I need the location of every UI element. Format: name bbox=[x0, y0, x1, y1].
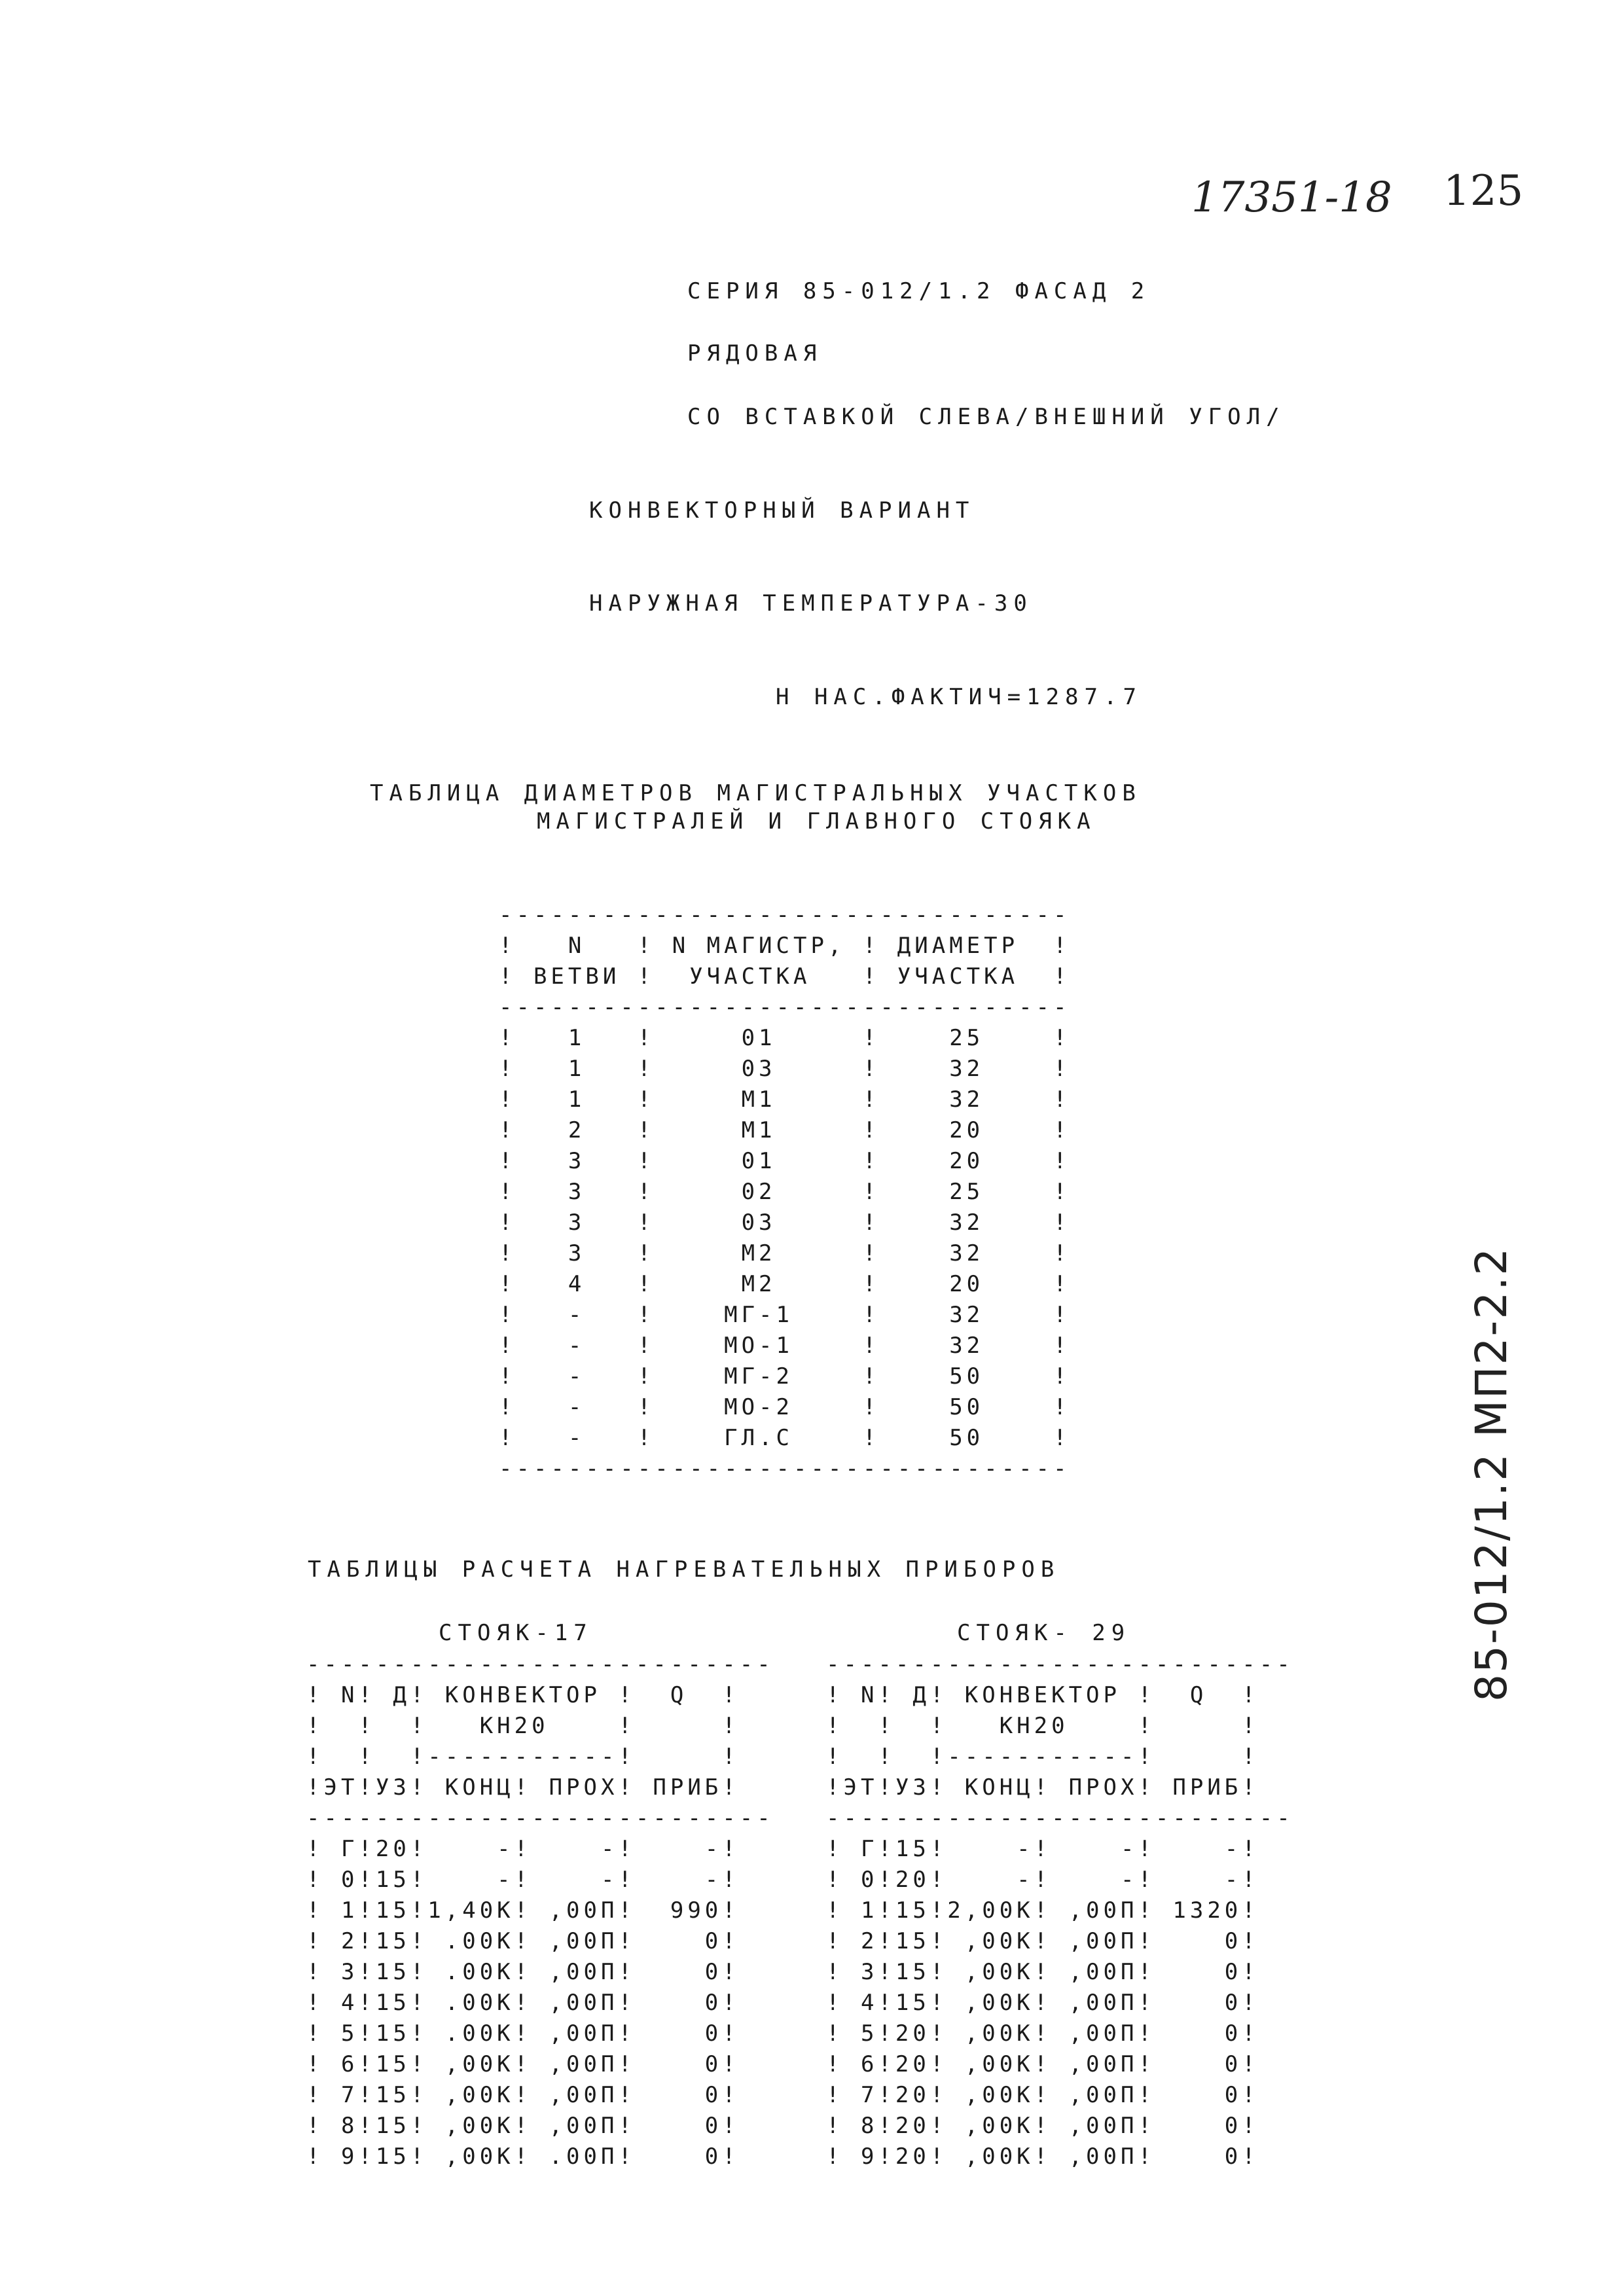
table1-row: ! 2 ! М1 ! 20 ! bbox=[499, 1117, 1071, 1143]
table1-row: ! 4 ! М2 ! 20 ! bbox=[499, 1271, 1071, 1297]
table1-row: ! - ! МО-2 ! 50 ! bbox=[499, 1394, 1071, 1420]
table-main-diameters bbox=[499, 900, 1071, 1484]
table1-header-row: ! N ! N МАГИСТР, ! ДИАМЕТР ! bbox=[499, 933, 1071, 959]
header-pressure: Н НАС.ФАКТИЧ=1287.7 bbox=[776, 684, 1142, 710]
riser-right-row: ! Г!15! -! -! -! bbox=[826, 1836, 1259, 1862]
riser-right-row: ! 9!20! ,00К! ,00П! 0! bbox=[826, 2144, 1259, 2170]
riser-right-row: ! 3!15! ,00К! ,00П! 0! bbox=[826, 1959, 1259, 1985]
table1-title-line2: МАГИСТРАЛЕЙ И ГЛАВНОГО СТОЯКА bbox=[537, 808, 1096, 834]
riser-left-row: ! 4!15! .00К! ,00П! 0! bbox=[306, 1990, 740, 2016]
table1-row: ! - ! МГ-2 ! 50 ! bbox=[499, 1363, 1071, 1390]
riser-right-title: СТОЯК- 29 bbox=[957, 1620, 1131, 1646]
table-riser-left bbox=[306, 1649, 774, 2172]
riser-left-row: ! 8!15! ,00К! ,00П! 0! bbox=[306, 2113, 740, 2139]
riser-left-row: ! 1!15!1,40К! ,00П! 990! bbox=[306, 1897, 740, 1924]
page-number: 125 bbox=[1443, 167, 1524, 215]
riser-right-header-row: ! N! Д! КОНВЕКТОР ! Q ! bbox=[826, 1682, 1259, 1708]
riser-right-row: ! 8!20! ,00К! ,00П! 0! bbox=[826, 2113, 1259, 2139]
riser-right-row: ! 2!15! ,00К! ,00П! 0! bbox=[826, 1928, 1259, 1954]
riser-left-row: ! 2!15! .00К! ,00П! 0! bbox=[306, 1928, 740, 1954]
table1-header-row: ! ВЕТВИ ! УЧАСТКА ! УЧАСТКА ! bbox=[499, 963, 1071, 990]
riser-left-rule: --------------------------- bbox=[306, 1651, 774, 1677]
side-code: 85-012/1.2 МП2-2.2 bbox=[1466, 1246, 1517, 1702]
table1-row: ! 1 ! М1 ! 32 ! bbox=[499, 1086, 1071, 1113]
riser-right-rule: --------------------------- bbox=[826, 1651, 1294, 1677]
riser-left-row: ! 9!15! ,00К! .00П! 0! bbox=[306, 2144, 740, 2170]
riser-left-row: ! 6!15! ,00К! ,00П! 0! bbox=[306, 2051, 740, 2077]
header-temperature: НАРУЖНАЯ ТЕМПЕРАТУРА-30 bbox=[589, 590, 1033, 617]
table1-rule: --------------------------------- bbox=[499, 994, 1071, 1020]
riser-left-header-row: !ЭТ!УЗ! КОНЦ! ПРОХ! ПРИБ! bbox=[306, 1774, 740, 1801]
riser-right-row: ! 6!20! ,00К! ,00П! 0! bbox=[826, 2051, 1259, 2077]
table1-row: ! 1 ! 03 ! 32 ! bbox=[499, 1056, 1071, 1082]
table1-title-line1: ТАБЛИЦА ДИАМЕТРОВ МАГИСТРАЛЬНЫХ УЧАСТКОВ bbox=[370, 780, 1142, 806]
riser-right-row: ! 1!15!2,00К! ,00П! 1320! bbox=[826, 1897, 1259, 1924]
table1-row: ! 3 ! 02 ! 25 ! bbox=[499, 1179, 1071, 1205]
table1-row: ! - ! ГЛ.С ! 50 ! bbox=[499, 1425, 1071, 1451]
table1-rule: --------------------------------- bbox=[499, 1456, 1071, 1482]
riser-right-header-row: ! ! !-----------! ! bbox=[826, 1744, 1259, 1770]
header-type: РЯДОВАЯ bbox=[687, 340, 823, 367]
riser-right-row: ! 5!20! ,00К! ,00П! 0! bbox=[826, 2020, 1259, 2047]
riser-left-header-row: ! N! Д! КОНВЕКТОР ! Q ! bbox=[306, 1682, 740, 1708]
riser-left-row: ! 3!15! .00К! ,00П! 0! bbox=[306, 1959, 740, 1985]
header-insert: СО ВСТАВКОЙ СЛЕВА/ВНЕШНИЙ УГОЛ/ bbox=[687, 404, 1286, 430]
riser-left-header-row: ! ! !-----------! ! bbox=[306, 1744, 740, 1770]
riser-left-header-row: ! ! ! КН20 ! ! bbox=[306, 1713, 740, 1739]
riser-right-rule: --------------------------- bbox=[826, 1805, 1294, 1831]
table1-row: ! 3 ! 03 ! 32 ! bbox=[499, 1210, 1071, 1236]
riser-right-header-row: ! ! ! КН20 ! ! bbox=[826, 1713, 1259, 1739]
table-riser-right bbox=[826, 1649, 1294, 2172]
heaters-section-title: ТАБЛИЦЫ РАСЧЕТА НАГРЕВАТЕЛЬНЫХ ПРИБОРОВ bbox=[308, 1556, 1060, 1583]
riser-left-row: ! 5!15! .00К! ,00П! 0! bbox=[306, 2020, 740, 2047]
riser-left-title: СТОЯК-17 bbox=[439, 1620, 593, 1646]
riser-left-row: ! 0!15! -! -! -! bbox=[306, 1867, 740, 1893]
header-variant: КОНВЕКТОРНЫЙ ВАРИАНТ bbox=[589, 497, 975, 524]
table1-row: ! - ! МГ-1 ! 32 ! bbox=[499, 1302, 1071, 1328]
riser-right-row: ! 7!20! ,00К! ,00П! 0! bbox=[826, 2082, 1259, 2108]
riser-right-header-row: !ЭТ!УЗ! КОНЦ! ПРОХ! ПРИБ! bbox=[826, 1774, 1259, 1801]
document-number: 17351-18 bbox=[1191, 173, 1392, 222]
riser-right-row: ! 4!15! ,00К! ,00П! 0! bbox=[826, 1990, 1259, 2016]
header-series: СЕРИЯ 85-012/1.2 ФАСАД 2 bbox=[687, 278, 1151, 304]
table1-rule: --------------------------------- bbox=[499, 902, 1071, 928]
table1-row: ! 3 ! М2 ! 32 ! bbox=[499, 1240, 1071, 1266]
riser-left-row: ! 7!15! ,00К! ,00П! 0! bbox=[306, 2082, 740, 2108]
riser-right-row: ! 0!20! -! -! -! bbox=[826, 1867, 1259, 1893]
riser-left-rule: --------------------------- bbox=[306, 1805, 774, 1831]
table1-row: ! - ! МО-1 ! 32 ! bbox=[499, 1333, 1071, 1359]
table1-row: ! 3 ! 01 ! 20 ! bbox=[499, 1148, 1071, 1174]
table1-row: ! 1 ! 01 ! 25 ! bbox=[499, 1025, 1071, 1051]
riser-left-row: ! Г!20! -! -! -! bbox=[306, 1836, 740, 1862]
